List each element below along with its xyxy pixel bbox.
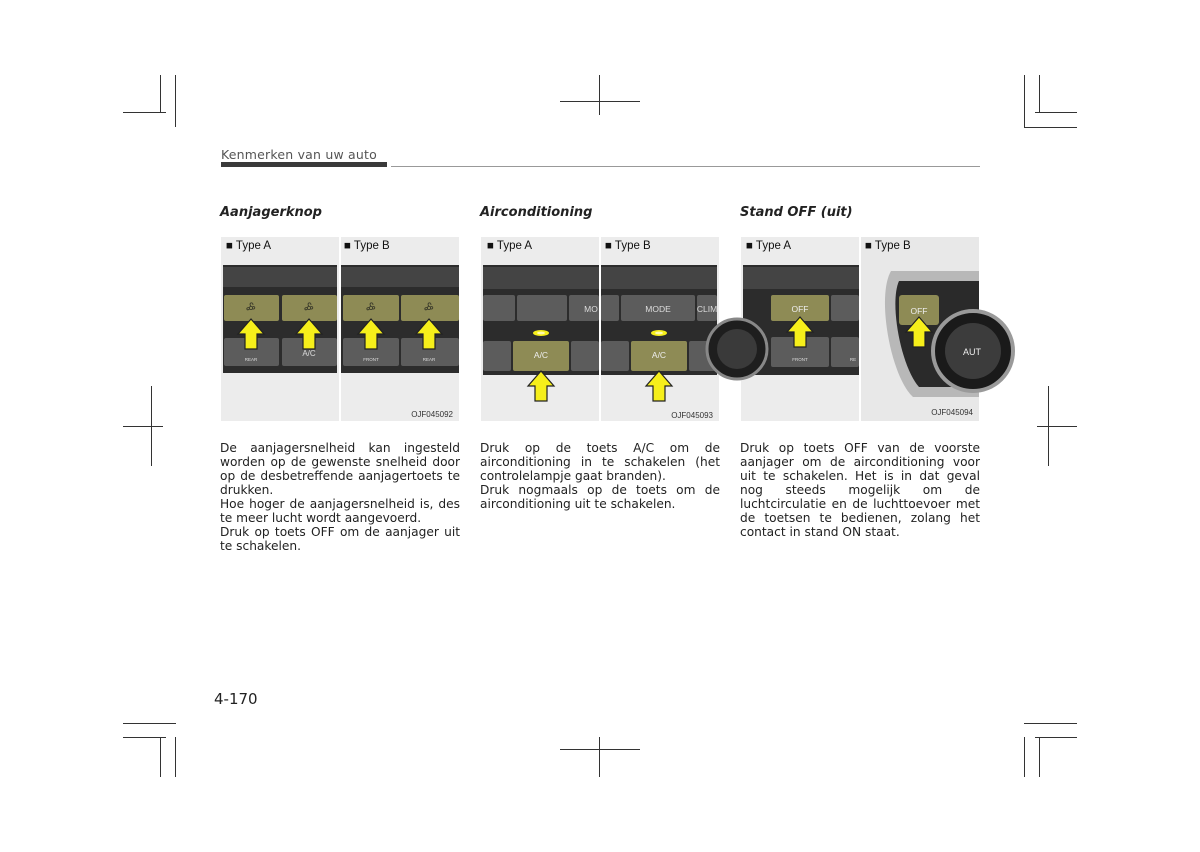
paragraph: De aanjagersnelheid kan ingesteld worden op de gewenste snelheid door op de desbetreffende aanjagertoets te drukken. <box>220 441 460 497</box>
paragraph: Druk op toets OFF van de voorste aanjager om de airconditioning voor uit te schakelen. Het is in dat geval nog steeds mogelijk om de luchtcirculatie en de luchttoevoer met de toetsen te bedienen, zolang het contact in stand ON staat. <box>740 441 980 539</box>
section-blower <box>220 205 460 220</box>
panel-b-rear-label: REAR <box>422 357 436 362</box>
header-rule <box>221 162 387 167</box>
panel-a-mode-label: MO <box>584 304 598 314</box>
panel-b-mode-label: MODE <box>645 304 671 314</box>
section-title: Airconditioning <box>480 205 593 220</box>
panel-b-off-label: OFF <box>910 306 928 316</box>
panel-a-ac-label: A/C <box>302 349 316 358</box>
section-off <box>740 205 980 220</box>
crop-mark <box>1039 737 1040 777</box>
panel-a-off-label: OFF <box>791 304 809 314</box>
panel-b-clim-label: CLIM <box>696 304 718 314</box>
paragraph: Hoe hoger de aanjagersnelheid is, des te meer lucht wordt aangevoerd. <box>220 497 460 525</box>
crop-mark <box>1037 426 1077 427</box>
crop-mark <box>1024 737 1025 777</box>
panel-a-rear-label: REAR <box>244 357 258 362</box>
panel-b-front-label: FRONT <box>363 357 379 362</box>
crop-mark <box>160 75 161 112</box>
crop-mark <box>175 737 176 777</box>
figure-code: OJF045094 <box>931 408 973 417</box>
section-airco <box>480 205 720 220</box>
panel-a-rear-label: RE <box>849 357 857 362</box>
section-body <box>480 441 720 511</box>
crop-mark <box>175 75 176 127</box>
type-b-label: ■ Type B <box>865 240 911 252</box>
type-a-label: ■ Type A <box>746 240 792 252</box>
section-body <box>220 441 460 553</box>
crop-mark <box>599 737 600 777</box>
crop-mark <box>160 737 161 777</box>
crop-mark <box>1039 75 1040 112</box>
crop-mark <box>1024 723 1077 724</box>
crop-mark <box>560 749 640 750</box>
panel-a-ac-label: A/C <box>533 350 549 360</box>
panel-b-ac-label: A/C <box>651 350 667 360</box>
paragraph: Druk op de toets A/C om de airconditioning in te schakelen (het controlelampje gaat branden). <box>480 441 720 483</box>
crop-mark <box>1035 112 1077 113</box>
figure-blower <box>221 237 459 421</box>
crop-mark <box>123 426 163 427</box>
figure-code: OJF045092 <box>411 410 453 419</box>
section-title: Aanjagerknop <box>220 205 322 220</box>
type-b-label: ■ Type B <box>605 240 651 252</box>
panel-a-front-label: FRONT <box>792 357 808 362</box>
figure-code: OJF045093 <box>671 411 713 420</box>
paragraph: Druk op toets OFF om de aanjager uit te schakelen. <box>220 525 460 553</box>
header-rule <box>391 166 980 167</box>
section-body <box>740 441 980 539</box>
crop-mark <box>123 112 166 113</box>
figure-airco <box>481 237 719 421</box>
crop-mark <box>599 75 600 115</box>
type-a-label: ■ Type A <box>487 240 533 252</box>
crop-mark <box>560 101 640 102</box>
crop-mark <box>1024 127 1077 128</box>
paragraph: Druk nogmaals op de toets om de airconditioning uit te schakelen. <box>480 483 720 511</box>
crop-mark <box>123 737 166 738</box>
figure-off <box>741 237 979 421</box>
section-title: Stand OFF (uit) <box>740 205 853 220</box>
crop-mark <box>1035 737 1077 738</box>
panel-b-auto-label: AUT <box>963 347 981 357</box>
page-number: 4-170 <box>214 690 258 708</box>
crop-mark <box>123 723 176 724</box>
crop-mark <box>1024 75 1025 127</box>
chapter-header: Kenmerken van uw auto <box>221 147 377 162</box>
type-a-label: ■ Type A <box>226 240 272 252</box>
type-b-label: ■ Type B <box>344 240 390 252</box>
